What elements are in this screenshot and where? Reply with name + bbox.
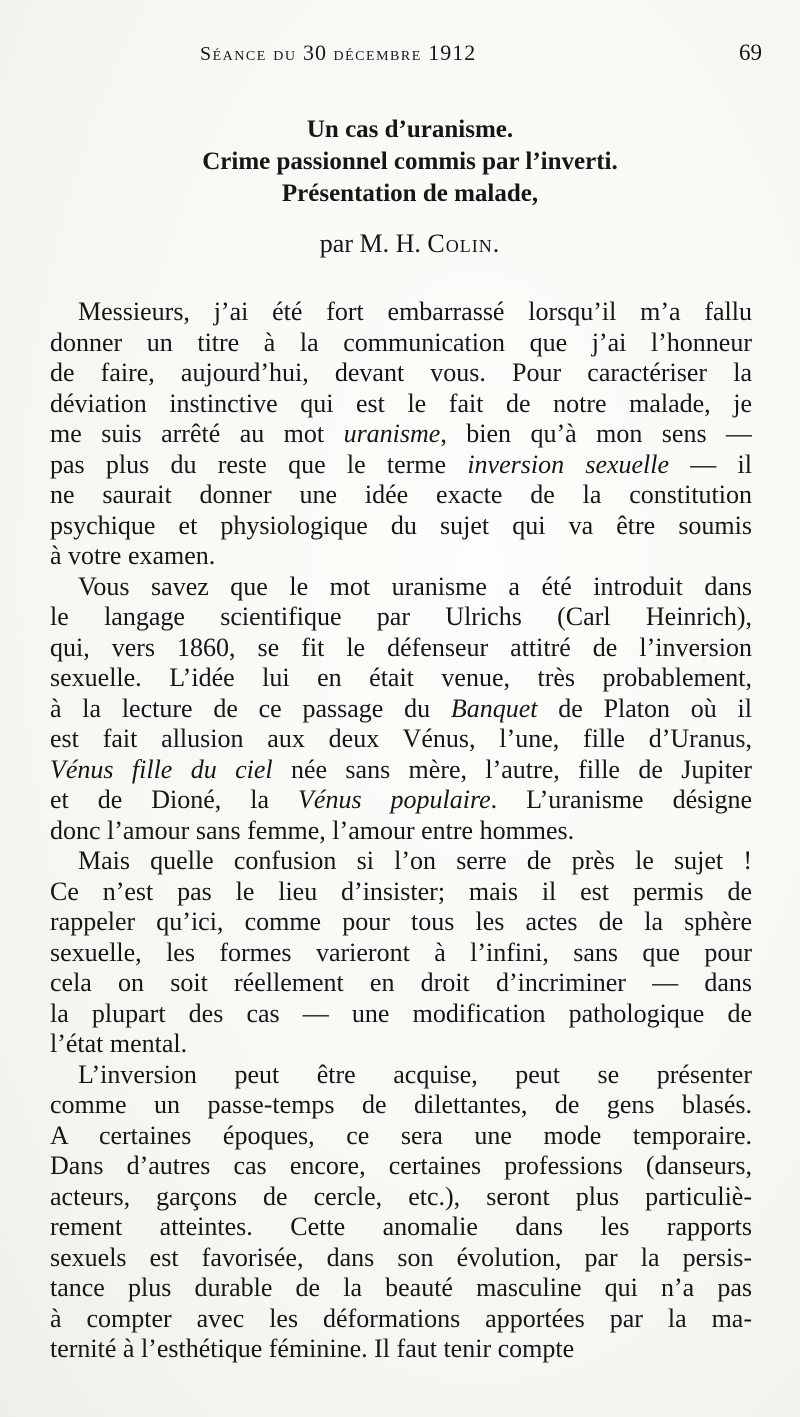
text-run: Messieurs, j’ai été fort embarrassé lorsqu’il m’a fallu xyxy=(78,297,752,326)
text-line xyxy=(50,907,752,938)
text-line xyxy=(50,938,752,969)
text-run: , bien qu’à mon sens — xyxy=(440,419,752,448)
text-line xyxy=(50,816,752,847)
text-line xyxy=(50,297,752,328)
text-run: déviation instinctive qui est le fait de notre malade, je xyxy=(50,388,752,418)
text-line xyxy=(50,328,752,359)
text-line xyxy=(50,1273,752,1304)
page-number: 69 xyxy=(739,40,762,65)
text-run: L’inversion peut être acquise, peut se présenter xyxy=(78,1059,752,1089)
running-head-seance: Séance du xyxy=(200,43,304,65)
italic-term: uranisme xyxy=(343,419,441,448)
text-run: née sans mère, l’autre, fille de Jupiter xyxy=(272,754,752,784)
text-run: est fait allusion aux deux Vénus, l’une, fille d’Uranus, xyxy=(50,724,752,753)
text-run: à compter avec les déformations apportées par la ma- xyxy=(50,1303,752,1333)
text-line xyxy=(50,1334,752,1365)
text-run: — il xyxy=(669,449,752,479)
text-line xyxy=(50,1212,752,1243)
text-run: ne saurait donner une idée exacte de la constitution xyxy=(50,480,752,509)
text-line xyxy=(50,785,752,816)
author-name: Colin. xyxy=(427,229,501,258)
text-line xyxy=(50,1090,752,1121)
text-run: me suis arrêté au mot xyxy=(50,419,344,448)
text-run: qui, vers 1860, se fit le défenseur attitré de l’inversion xyxy=(50,632,752,662)
text-run: cela on soit réellement en droit d’incriminer — dans xyxy=(50,968,752,997)
text-line xyxy=(50,602,752,633)
text-line xyxy=(50,572,752,603)
paragraph xyxy=(50,572,752,847)
text-line xyxy=(50,724,752,755)
text-run: ternité à l’esthétique féminine. Il faut tenir compte xyxy=(50,1334,575,1363)
text-line xyxy=(50,755,752,786)
text-line xyxy=(50,358,752,389)
text-run: A certaines époques, ce sera une mode temporaire. xyxy=(50,1120,752,1150)
text-run: sexuelle, les formes varieront à l’infini, sans que pour xyxy=(50,937,752,967)
italic-term: Vénus populaire xyxy=(298,785,491,814)
text-line xyxy=(50,663,752,694)
text-run: rappeler qu’ici, comme pour tous les actes de la sphère xyxy=(50,907,752,936)
text-run: Ce n’est pas le lieu d’insister; mais il est permis de xyxy=(50,876,752,906)
text-line xyxy=(50,1151,752,1182)
text-run: tance plus durable de la beauté masculine qui n’a pas xyxy=(50,1273,752,1302)
body-text xyxy=(50,297,752,1365)
title-line-1: Un cas d’uranisme. xyxy=(306,116,514,143)
text-run: et de Dioné, la xyxy=(50,785,299,814)
running-head-year: 1912 xyxy=(428,40,477,65)
text-line xyxy=(50,633,752,664)
text-run: Mais quelle confusion si l’on serre de près le sujet ! xyxy=(78,846,752,875)
running-head-day: 30 xyxy=(303,40,328,65)
text-run: acteurs, garçons de cercle, etc.), seront plus particuliè- xyxy=(50,1181,752,1211)
text-line xyxy=(50,1121,752,1152)
text-line xyxy=(50,999,752,1030)
text-line xyxy=(50,1060,752,1091)
text-run: Vous savez que le mot uranisme a été introduit dans xyxy=(78,571,752,601)
text-run: donc l’amour sans femme, l’amour entre hommes. xyxy=(50,815,575,845)
text-line xyxy=(50,450,752,481)
italic-term: Banquet xyxy=(450,693,538,723)
text-run: comme un passe-temps de dilettantes, de gens blasés. xyxy=(50,1090,752,1119)
text-run: sexuelle. L’idée lui en était venue, très probablement, xyxy=(50,663,752,692)
running-head xyxy=(200,40,590,66)
text-line xyxy=(50,1182,752,1213)
text-line xyxy=(50,968,752,999)
text-line xyxy=(50,480,752,511)
text-line xyxy=(50,1304,752,1335)
text-run: le langage scientifique par Ulrichs (Carl Heinrich), xyxy=(50,602,752,631)
text-run: à votre examen. xyxy=(50,541,216,570)
running-head-month: décembre xyxy=(327,43,429,65)
text-line xyxy=(50,877,752,908)
italic-term: Vénus fille du ciel xyxy=(50,754,273,784)
text-run: de Platon où il xyxy=(537,693,752,723)
text-run: la plupart des cas — une modification pathologique de xyxy=(50,998,752,1028)
byline xyxy=(100,229,720,259)
text-run: psychique et physiologique du sujet qui va être soumis xyxy=(50,510,752,540)
paragraph xyxy=(50,846,752,1060)
text-line xyxy=(50,389,752,420)
title-line-3: Présentation de malade, xyxy=(281,180,539,207)
paragraph xyxy=(50,1060,752,1365)
text-run: donner un titre à la communication que j’ai l’honneur xyxy=(50,327,752,357)
text-run: . L’uranisme désigne xyxy=(490,785,752,814)
text-run: l’état mental. xyxy=(50,1029,188,1058)
text-run: sexuels est favorisée, dans son évolution, par la persis- xyxy=(50,1242,752,1272)
paragraph xyxy=(50,297,752,572)
title-line-2: Crime passionnel commis par l’inverti. xyxy=(202,148,618,175)
text-line xyxy=(50,541,752,572)
text-run: rement atteintes. Cette anomalie dans les rapports xyxy=(50,1212,752,1241)
italic-term: inversion sexuelle xyxy=(467,449,670,479)
text-run: pas plus du reste que le terme xyxy=(50,449,468,479)
article-title xyxy=(100,114,720,210)
text-line xyxy=(50,511,752,542)
text-run: à la lecture de ce passage du xyxy=(50,693,451,723)
text-line xyxy=(50,419,752,450)
text-line xyxy=(50,1029,752,1060)
text-run: de faire, aujourd’hui, devant vous. Pour caractériser la xyxy=(50,358,752,387)
text-line xyxy=(50,846,752,877)
byline-prefix: par M. H. xyxy=(319,229,428,258)
text-run: Dans d’autres cas encore, certaines professions (danseurs, xyxy=(50,1151,752,1180)
text-line xyxy=(50,694,752,725)
text-line xyxy=(50,1243,752,1274)
